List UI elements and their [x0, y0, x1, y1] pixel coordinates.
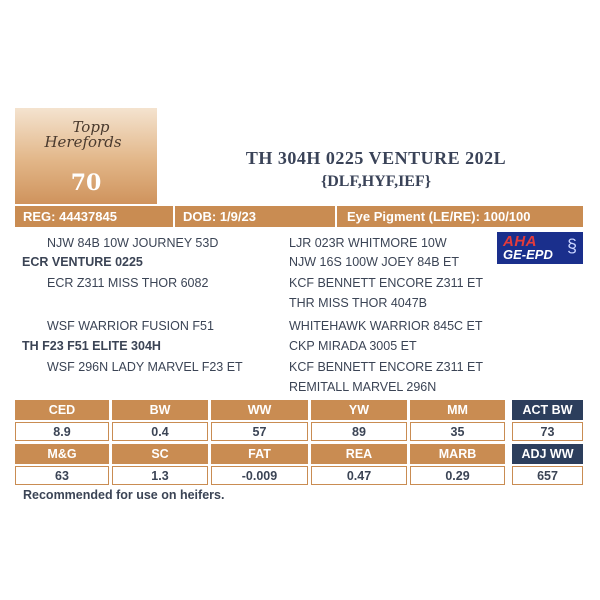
pedigree-sire-sire: NJW 84B 10W JOURNEY 53D: [47, 236, 219, 250]
epd-header-ww: WW: [211, 400, 308, 420]
breeder-logo-text: [15, 120, 157, 150]
pedigree-dam-dam-sire: KCF BENNETT ENCORE Z311 ET: [289, 360, 484, 374]
epd-value-ced: 8.9: [15, 422, 109, 441]
epd-header-rea: REA: [311, 444, 407, 464]
badge-line-1: AHA: [503, 233, 537, 250]
dna-icon: §: [566, 236, 577, 256]
epd-header-ced: CED: [15, 400, 109, 420]
epd-header-marb: MARB: [410, 444, 505, 464]
pedigree-dam-dam-dam: REMITALL MARVEL 296N: [289, 380, 437, 394]
info-bar: [15, 206, 583, 227]
pedigree-sire-dam-sire: KCF BENNETT ENCORE Z311 ET: [289, 276, 484, 290]
epd-header-sc: SC: [112, 444, 208, 464]
epd-header-bw: BW: [112, 400, 208, 420]
breeder-logo: [15, 108, 157, 204]
epd-value-mg: 63: [15, 466, 109, 485]
epd-header-mm: MM: [410, 400, 505, 420]
pedigree-dam-sire-dam: CKP MIRADA 3005 ET: [289, 339, 417, 353]
epd-header-yw: YW: [311, 400, 407, 420]
epd-value-mm: 35: [410, 422, 505, 441]
epd-header-fat: FAT: [211, 444, 308, 464]
date-of-birth: DOB: 1/9/23: [175, 206, 337, 227]
eye-pigment: Eye Pigment (LE/RE): 100/100: [347, 209, 531, 224]
pedigree-dam-sire: WSF WARRIOR FUSION F51: [47, 319, 214, 333]
epd-value-fat: -0.009: [211, 466, 308, 485]
pedigree-dam: TH F23 F51 ELITE 304H: [22, 339, 161, 353]
pedigree-sire-dam: ECR Z311 MISS THOR 6082: [47, 276, 209, 290]
epd-value-ww: 57: [211, 422, 308, 441]
lot-number: 70: [70, 170, 102, 196]
registration-number: REG: 44437845: [15, 206, 175, 227]
badge-line-2: GE-EPD: [503, 247, 553, 262]
logo-line-2: Herefords: [44, 133, 122, 151]
epd-header-mg: M&G: [15, 444, 109, 464]
logo-line-1: Topp: [72, 118, 110, 136]
pedigree-sire-dam-dam: THR MISS THOR 4047B: [289, 296, 428, 310]
epd-value-yw: 89: [311, 422, 407, 441]
act-bw-header: ACT BW: [512, 400, 583, 420]
epd-value-sc: 1.3: [112, 466, 208, 485]
pedigree-sire-sire-sire: LJR 023R WHITMORE 10W: [289, 236, 447, 250]
animal-name: TH 304H 0225 VENTURE 202L: [245, 148, 507, 168]
animal-codes: {DLF,HYF,IEF}: [320, 173, 432, 190]
act-bw-value: 73: [512, 422, 583, 441]
pedigree-sire: ECR VENTURE 0225: [22, 255, 143, 269]
epd-value-marb: 0.29: [410, 466, 505, 485]
pedigree-sire-sire-dam: NJW 16S 100W JOEY 84B ET: [289, 255, 459, 269]
recommendation-note: Recommended for use on heifers.: [23, 488, 225, 502]
pedigree-dam-dam: WSF 296N LADY MARVEL F23 ET: [47, 360, 243, 374]
epd-value-rea: 0.47: [311, 466, 407, 485]
epd-value-bw: 0.4: [112, 422, 208, 441]
adj-ww-header: ADJ WW: [512, 444, 583, 464]
aha-ge-epd-badge: [497, 232, 583, 264]
adj-ww-value: 657: [512, 466, 583, 485]
pedigree-dam-sire-sire: WHITEHAWK WARRIOR 845C ET: [289, 319, 483, 333]
